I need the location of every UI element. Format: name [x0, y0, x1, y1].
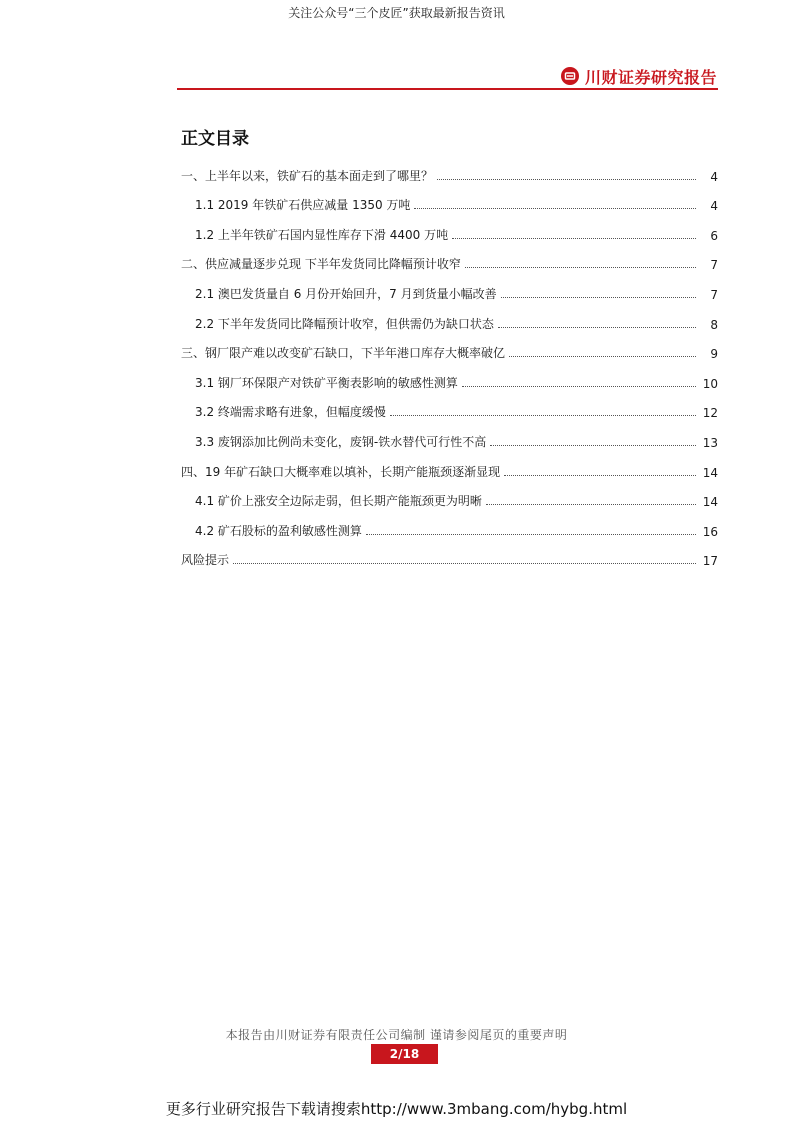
toc-entry[interactable]	[181, 509, 718, 539]
toc-entry-label: 3.3 废钢添加比例尚未变化，废钢-铁水替代可行性不高	[195, 434, 487, 449]
toc-entry[interactable]	[181, 213, 718, 243]
toc-entry[interactable]	[181, 302, 718, 332]
toc-entry-page: 13	[702, 435, 718, 450]
toc-entry-label: 1.2 上半年铁矿石国内显性库存下滑 4400 万吨	[195, 227, 449, 242]
toc-entry[interactable]	[181, 272, 718, 302]
toc-entry-label: 3.2 终端需求略有进象，但幅度缓慢	[195, 405, 386, 420]
toc-entry-page: 14	[702, 465, 718, 480]
toc-leader-dots	[462, 386, 696, 387]
toc-entry[interactable]	[181, 243, 718, 273]
toc-entry-label: 风险提示	[181, 553, 230, 568]
toc-entry-label: 4.2 矿石股标的盈利敏感性测算	[195, 523, 362, 538]
toc-leader-dots	[509, 356, 696, 357]
toc-entry-page: 4	[710, 169, 718, 184]
toc-entry-label: 2.2 下半年发货同比降幅预计收窄，但供需仍为缺口状态	[195, 316, 494, 331]
toc-entry-label: 二、供应减量逐步兑现 下半年发货同比降幅预计收窄	[181, 257, 461, 272]
toc-entry[interactable]	[181, 361, 718, 391]
toc-leader-dots	[465, 267, 696, 268]
toc-entry[interactable]	[181, 332, 718, 362]
toc-entry-label: 一、上半年以来，铁矿石的基本面走到了哪里？	[181, 168, 434, 183]
toc-entry-page: 12	[702, 406, 718, 421]
toc-leader-dots	[366, 534, 696, 535]
toc-leader-dots	[498, 327, 696, 328]
toc-entry-label: 四、19 年矿石缺口大概率难以填补，长期产能瓶颈逐渐显现	[181, 464, 501, 479]
toc-entry-page: 16	[702, 524, 718, 539]
toc-leader-dots	[437, 179, 696, 180]
toc-entry-label: 4.1 矿价上涨安全边际走弱，但长期产能瓶颈更为明晰	[195, 494, 482, 509]
download-link-text[interactable]: 更多行业研究报告下载请搜索http://www.3mbang.com/hybg.html	[165, 1100, 628, 1118]
toc-leader-dots	[504, 475, 696, 476]
toc-title: 正文目录	[181, 129, 249, 149]
toc-entry[interactable]	[181, 480, 718, 510]
toc-entry-page: 7	[710, 258, 718, 273]
page-number-badge: 2/18	[371, 1044, 438, 1064]
toc-entry-page: 9	[710, 347, 718, 362]
toc-entry-label: 三、钢厂限产难以改变矿石缺口，下半年港口库存大概率破亿	[181, 346, 506, 361]
toc-entry[interactable]	[181, 391, 718, 421]
footer-disclaimer: 本报告由川财证券有限责任公司编制 谨请参阅尾页的重要声明	[225, 1028, 568, 1042]
toc-entry-label: 1.1 2019 年铁矿石供应减量 1350 万吨	[195, 198, 411, 213]
toc-entry[interactable]	[181, 154, 718, 184]
toc-entry[interactable]	[181, 420, 718, 450]
toc-leader-dots	[490, 445, 696, 446]
brand-name: 川财证券研究报告	[584, 67, 717, 87]
toc-entry[interactable]	[181, 450, 718, 480]
toc-leader-dots	[486, 504, 696, 505]
top-banner: 关注公众号“三个皮匠”获取最新报告资讯	[288, 6, 505, 20]
toc-entry[interactable]	[181, 539, 718, 569]
toc-entry-label: 2.1 澳巴发货量自 6 月份开始回升，7 月到货量小幅改善	[195, 286, 497, 301]
toc-entry[interactable]	[181, 184, 718, 214]
toc-entry-page: 14	[702, 495, 718, 510]
toc-leader-dots	[414, 208, 696, 209]
toc-entry-page: 10	[702, 376, 718, 391]
toc-entry-page: 4	[710, 199, 718, 214]
toc-entry-page: 17	[702, 554, 718, 569]
toc-leader-dots	[452, 238, 696, 239]
toc-leader-dots	[233, 563, 696, 564]
toc-entry-label: 3.1 钢厂环保限产对铁矿平衡表影响的敏感性测算	[195, 375, 458, 390]
toc-entry-page: 8	[710, 317, 718, 332]
brand-header	[561, 64, 717, 88]
toc-entry-page: 6	[710, 228, 718, 243]
toc-entry-page: 7	[710, 287, 718, 302]
toc-leader-dots	[390, 415, 696, 416]
chuancai-logo-icon	[561, 67, 579, 85]
header-divider	[177, 88, 718, 90]
toc-leader-dots	[501, 297, 696, 298]
toc-list	[181, 154, 718, 568]
